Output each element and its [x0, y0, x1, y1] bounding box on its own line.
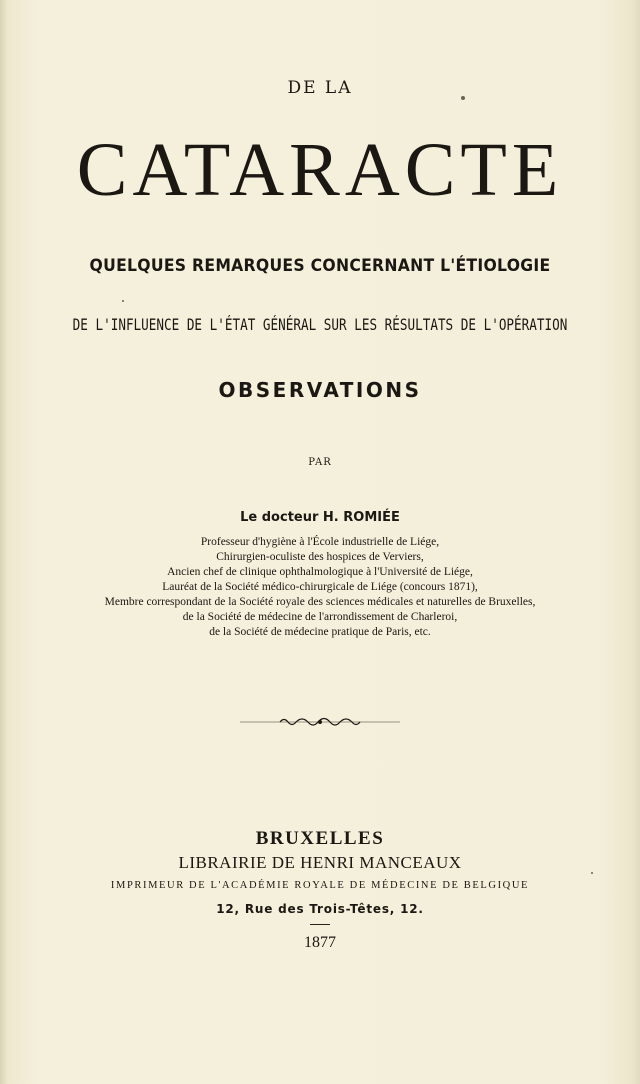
author-name: Le docteur H. ROMIÉE	[240, 510, 400, 525]
paper-speck	[591, 872, 593, 874]
printer: IMPRIMEUR DE L'ACADÉMIE ROYALE DE MÉDECINE DE BELGIQUE	[110, 880, 530, 891]
publication-year: 1877	[304, 934, 336, 951]
credential-line: Professeur d'hygiène à l'École industrielle de Liége,	[200, 536, 440, 548]
ornament-divider	[240, 714, 400, 730]
subtitle-etiology: QUELQUES REMARQUES CONCERNANT L'ÉTIOLOGIE	[89, 256, 551, 276]
pretitle: DE LA	[287, 78, 353, 98]
paper-speck	[461, 96, 465, 100]
credential-line: Ancien chef de clinique ophthalmologique à l'Université de Liége,	[167, 566, 473, 578]
short-rule	[310, 924, 330, 925]
credential-line: de la Société de médecine de l'arrondissement de Charleroi,	[182, 611, 458, 623]
by-label: PAR	[308, 457, 332, 468]
credential-line: Lauréat de la Société médico-chirurgicale de Liége (concours 1871),	[162, 581, 478, 593]
credential-line: Chirurgien-oculiste des hospices de Verviers,	[216, 551, 424, 563]
paper-speck	[122, 300, 124, 302]
credential-line: de la Société de médecine pratique de Paris, etc.	[209, 626, 431, 638]
subtitle-observations: OBSERVATIONS	[218, 378, 422, 402]
book-title: CATARACTE	[76, 128, 564, 212]
credential-line: Membre correspondant de la Société royale des sciences médicales et naturelles de Bruxelles,	[104, 596, 536, 608]
city: BRUXELLES	[255, 828, 385, 849]
publisher: LIBRAIRIE DE HENRI MANCEAUX	[178, 853, 462, 872]
subtitle-influence: DE L'INFLUENCE DE L'ÉTAT GÉNÉRAL SUR LES RÉSULTATS DE L'OPÉRATION	[72, 315, 568, 334]
address: 12, Rue des Trois-Têtes, 12.	[216, 902, 424, 916]
